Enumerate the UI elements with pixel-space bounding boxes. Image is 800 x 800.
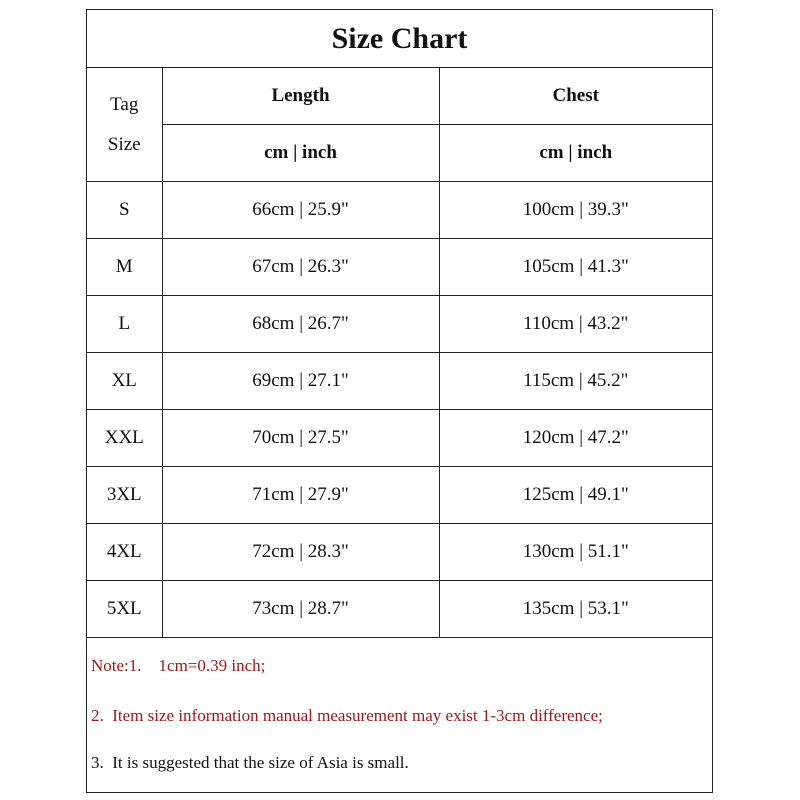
size-chart bbox=[86, 9, 713, 793]
notes-section bbox=[87, 637, 712, 792]
chest-cell: 105cm | 41.3" bbox=[439, 239, 712, 296]
size-cell: 3XL bbox=[87, 467, 162, 524]
table-row bbox=[87, 239, 712, 296]
size-cell: 5XL bbox=[87, 581, 162, 638]
chest-cell: 115cm | 45.2" bbox=[439, 353, 712, 410]
chest-cell: 135cm | 53.1" bbox=[439, 581, 712, 638]
size-label: Size bbox=[107, 133, 141, 155]
note-line-2: 2. Item size information manual measurement may exist 1-3cm difference; bbox=[91, 706, 603, 725]
table-row bbox=[87, 467, 712, 524]
size-cell: XXL bbox=[87, 410, 162, 467]
chest-cell: 125cm | 49.1" bbox=[439, 467, 712, 524]
length-cell: 66cm | 25.9" bbox=[162, 182, 439, 239]
size-table bbox=[87, 68, 712, 638]
length-unit: cm | inch bbox=[162, 125, 439, 182]
length-cell: 73cm | 28.7" bbox=[162, 581, 439, 638]
table-row bbox=[87, 410, 712, 467]
table-row bbox=[87, 524, 712, 581]
note-line-1: Note:1. 1cm=0.39 inch; bbox=[91, 656, 266, 675]
size-cell: XL bbox=[87, 353, 162, 410]
table-row bbox=[87, 296, 712, 353]
note-line-3: 3. It is suggested that the size of Asia is small. bbox=[91, 753, 409, 772]
table-row bbox=[87, 581, 712, 638]
length-cell: 72cm | 28.3" bbox=[162, 524, 439, 581]
length-cell: 69cm | 27.1" bbox=[162, 353, 439, 410]
unit-row bbox=[87, 125, 712, 182]
length-cell: 70cm | 27.5" bbox=[162, 410, 439, 467]
chest-cell: 100cm | 39.3" bbox=[439, 182, 712, 239]
tag-size-header bbox=[87, 68, 162, 182]
chest-header: Chest bbox=[439, 68, 712, 125]
length-header: Length bbox=[162, 68, 439, 125]
length-cell: 71cm | 27.9" bbox=[162, 467, 439, 524]
chart-title: Size Chart bbox=[87, 10, 712, 68]
size-cell: S bbox=[87, 182, 162, 239]
header-row bbox=[87, 68, 712, 125]
length-cell: 68cm | 26.7" bbox=[162, 296, 439, 353]
size-cell: L bbox=[87, 296, 162, 353]
table-row bbox=[87, 182, 712, 239]
size-cell: 4XL bbox=[87, 524, 162, 581]
table-row bbox=[87, 353, 712, 410]
tag-label: Tag bbox=[110, 93, 139, 115]
size-cell: M bbox=[87, 239, 162, 296]
chest-cell: 120cm | 47.2" bbox=[439, 410, 712, 467]
chest-unit: cm | inch bbox=[439, 125, 712, 182]
chest-cell: 110cm | 43.2" bbox=[439, 296, 712, 353]
length-cell: 67cm | 26.3" bbox=[162, 239, 439, 296]
chest-cell: 130cm | 51.1" bbox=[439, 524, 712, 581]
